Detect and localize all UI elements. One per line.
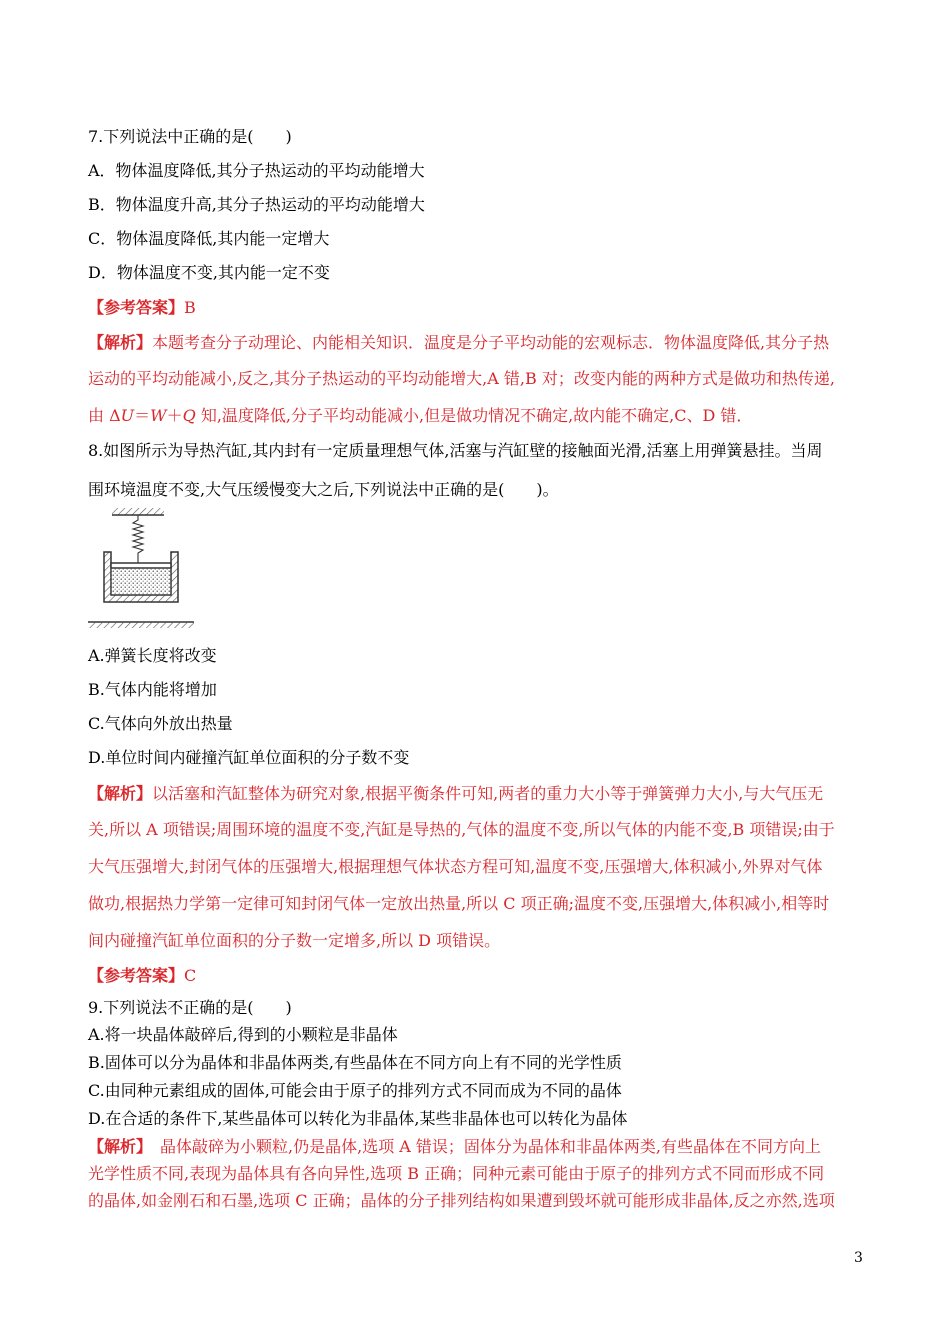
analysis-text: 晶体敲碎为小颗粒,仍是晶体,选项 A 错误；固体分为晶体和非晶体两类,有些晶体在不同方向上: [144, 1137, 822, 1156]
q8-analysis-line-4: 做功,根据热力学第一定律可知封闭气体一定放出热量,所以 C 项正确;温度不变,压强增大,体积减小,相等时: [88, 894, 830, 913]
q7-option-a: A．物体温度降低,其分子热运动的平均动能增大: [88, 161, 425, 180]
q9-analysis-line-3: 的晶体,如金刚石和石墨,选项 C 正确；晶体的分子排列结构如果遭到毁坏就可能形成非晶体,反之亦然,选项: [88, 1191, 835, 1210]
q8-option-a: A.弹簧长度将改变: [88, 646, 217, 665]
q8-analysis-line-3: 大气压强增大,封闭气体的压强增大,根据理想气体状态方程可知,温度不变,压强增大,体积减小,外界对气体: [88, 857, 823, 876]
math-equals: ＝: [134, 406, 151, 425]
q9-option-c: C.由同种元素组成的固体,可能会由于原子的排列方式不同而成为不同的晶体: [88, 1081, 622, 1100]
q7-analysis-line-3: [88, 406, 752, 426]
q8-stem-line-1: 8.如图所示为导热汽缸,其内封有一定质量理想气体,活塞与汽缸壁的接触面光滑,活塞上用弹簧悬挂。当周: [88, 441, 823, 460]
page-number: 3: [854, 1250, 863, 1266]
q8-option-b: B.气体内能将增加: [88, 680, 217, 699]
q7-analysis-line-2: 运动的平均动能减小,反之,其分子热运动的平均动能增大,A 错,B 对；改变内能的两种方式是做功和热传递,: [88, 369, 835, 388]
analysis-text: 知,温度降低,分子平均动能减小,但是做功情况不确定,故内能不确定,C、D 错．: [195, 406, 753, 425]
q8-answer: [88, 966, 196, 986]
analysis-tag: 【解析】: [88, 333, 153, 352]
q9-analysis-line-2: 光学性质不同,表现为晶体具有各向异性,选项 B 正确；同种元素可能由于原子的排列方式不同而形成不同: [88, 1164, 825, 1183]
analysis-tag: 【解析】: [88, 784, 153, 803]
q9-option-b: B.固体可以分为晶体和非晶体两类,有些晶体在不同方向上有不同的光学性质: [88, 1053, 622, 1072]
analysis-text: 以活塞和汽缸整体为研究对象,根据平衡条件可知,两者的重力大小等于弹簧弹力大小,与大气压无: [152, 784, 824, 803]
spring: [133, 515, 143, 564]
q9-stem: 9.下列说法不正确的是( ): [88, 998, 292, 1017]
answer-tag: 【参考答案】: [88, 298, 185, 317]
gas-cylinder-figure: [84, 506, 200, 630]
answer-value: B: [184, 298, 196, 317]
math-u: U: [120, 406, 135, 425]
analysis-tag: 【解析】: [88, 1137, 145, 1156]
math-w: W: [150, 406, 167, 425]
q8-stem-line-2: 围环境温度不变,大气压缓慢变大之后,下列说法中正确的是( )。: [88, 480, 559, 499]
q7-stem: 7.下列说法中正确的是( ): [88, 127, 292, 146]
piston: [111, 563, 171, 568]
analysis-text: 本题考查分子动理论、内能相关知识．温度是分子平均动能的宏观标志．物体温度降低,其分子热: [152, 333, 830, 352]
math-q: Q: [182, 406, 196, 425]
ceiling-hatch: [112, 508, 164, 515]
answer-value: C: [184, 966, 197, 985]
q7-option-b: B．物体温度升高,其分子热运动的平均动能增大: [88, 195, 425, 214]
ground-hatch: [88, 622, 194, 628]
q8-option-c: C.气体向外放出热量: [88, 714, 233, 733]
q8-option-d: D.单位时间内碰撞汽缸单位面积的分子数不变: [88, 748, 410, 767]
q9-analysis-line-1: [88, 1137, 821, 1157]
math-plus: ＋: [166, 406, 183, 425]
analysis-text: 由 Δ: [88, 406, 121, 425]
q8-analysis-line-5: 间内碰撞汽缸单位面积的分子数一定增多,所以 D 项错误。: [88, 931, 501, 950]
q7-analysis-line-1: [88, 333, 829, 353]
q8-analysis-line-2: 关,所以 A 项错误;周围环境的温度不变,汽缸是导热的,气体的温度不变,所以气体的内能不变,B 项错误;由于: [88, 820, 835, 839]
q7-option-c: C．物体温度降低,其内能一定增大: [88, 229, 330, 248]
q7-answer: [88, 298, 196, 318]
q9-option-d: D.在合适的条件下,某些晶体可以转化为非晶体,某些非晶体也可以转化为晶体: [88, 1109, 628, 1128]
answer-tag: 【参考答案】: [88, 966, 185, 985]
q7-option-d: D．物体温度不变,其内能一定不变: [88, 263, 330, 282]
gas-region: [111, 568, 171, 595]
q9-option-a: A.将一块晶体敲碎后,得到的小颗粒是非晶体: [88, 1025, 398, 1044]
q8-analysis-line-1: [88, 784, 823, 804]
